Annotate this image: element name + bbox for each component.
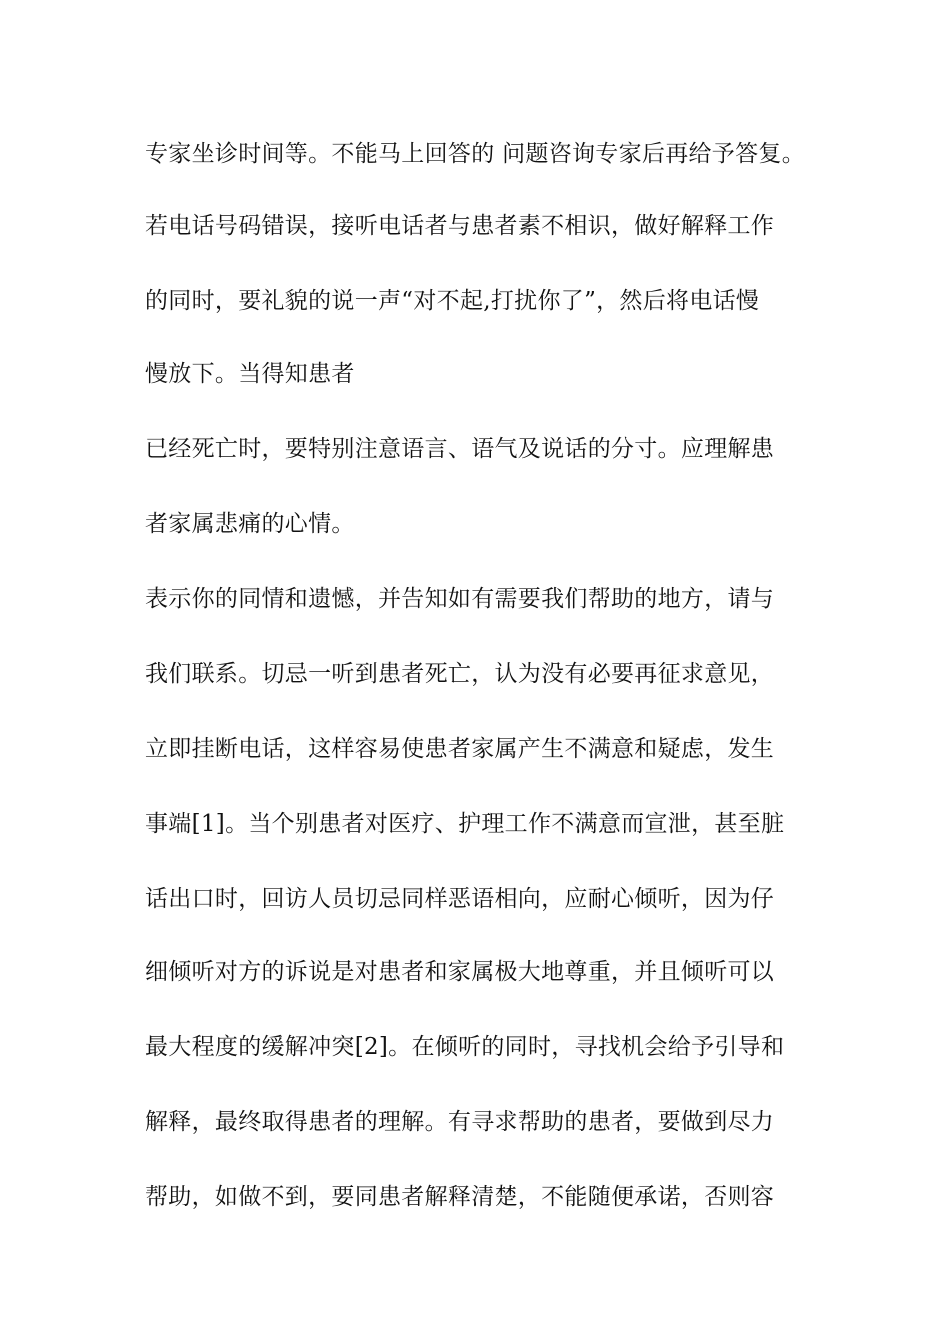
text-line: 我们联系。切忌一听到患者死亡，认为没有必要再征求意见， bbox=[145, 661, 775, 687]
text-line: 话出口时，回访人员切忌同样恶语相向，应耐心倾听，因为仔 bbox=[145, 886, 775, 912]
text-line: 若电话号码错误，接听电话者与患者素不相识，做好解释工作 bbox=[145, 213, 775, 239]
text-line: 解释，最终取得患者的理解。有寻求帮助的患者，要做到尽力 bbox=[145, 1109, 775, 1135]
text-line: 表示你的同情和遗憾，并告知如有需要我们帮助的地方，请与 bbox=[145, 586, 775, 612]
text-line: 事端[1]。当个别患者对医疗、护理工作不满意而宣泄，甚至脏 bbox=[145, 811, 785, 837]
text-line: 已经死亡时，要特别注意语言、语气及说话的分寸。应理解患 bbox=[145, 436, 775, 462]
text-line: 的同时，要礼貌的说一声“对不起,打扰你了”，然后将电话慢 bbox=[145, 288, 760, 314]
text-line: 专家坐诊时间等。不能马上回答的 问题咨询专家后再给予答复。 bbox=[145, 141, 806, 167]
text-line: 细倾听对方的诉说是对患者和家属极大地尊重，并且倾听可以 bbox=[145, 959, 775, 985]
text-line: 者家属悲痛的心情。 bbox=[145, 511, 355, 537]
text-line: 帮助，如做不到，要同患者解释清楚，不能随便承诺，否则容 bbox=[145, 1184, 775, 1210]
text-line: 慢放下。当得知患者 bbox=[145, 361, 355, 387]
text-line: 立即挂断电话，这样容易使患者家属产生不满意和疑虑，发生 bbox=[145, 736, 775, 762]
text-line: 最大程度的缓解冲突[2]。在倾听的同时，寻找机会给予引导和 bbox=[145, 1034, 785, 1060]
